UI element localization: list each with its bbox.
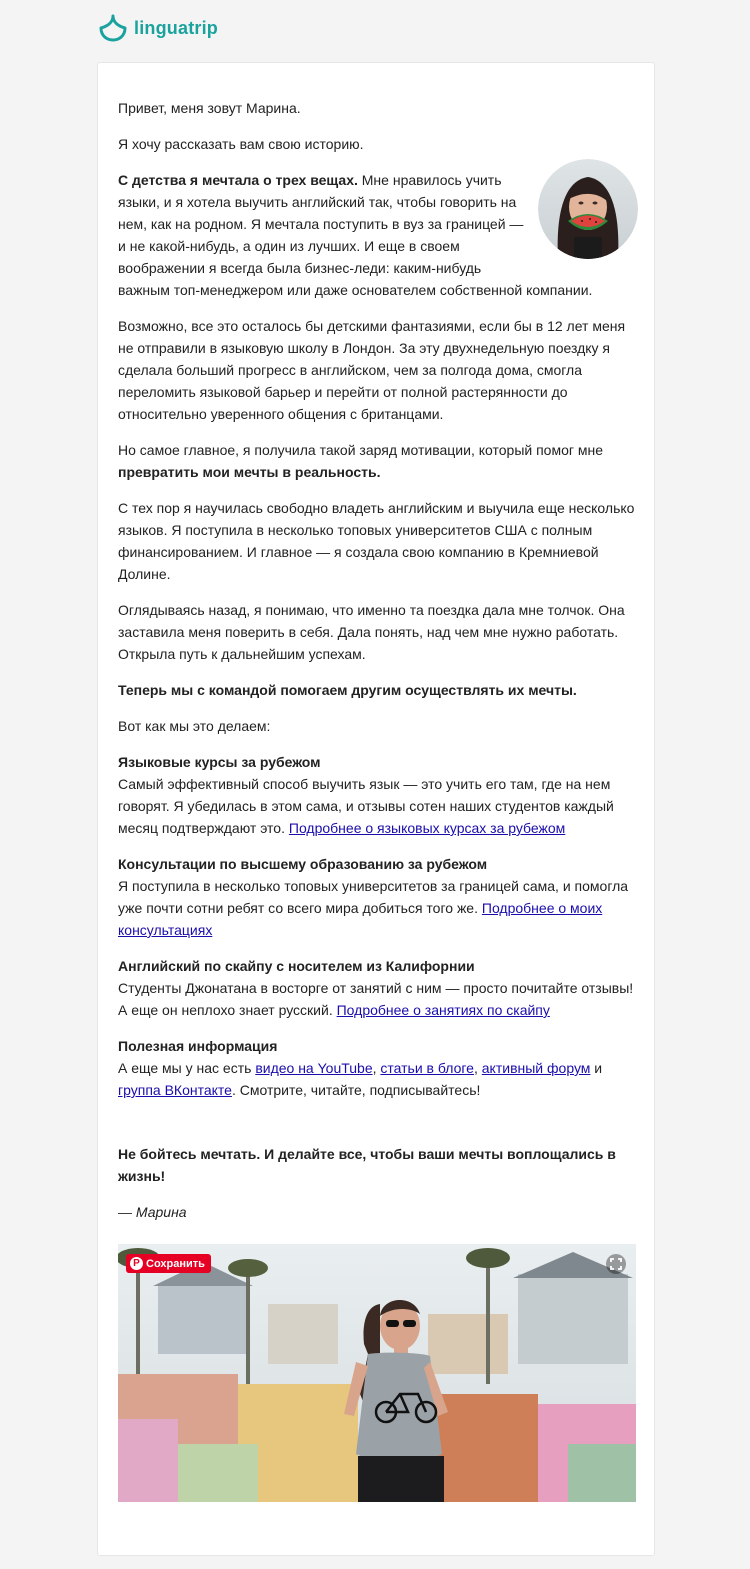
youtube-link[interactable]: видео на YouTube: [255, 1060, 373, 1076]
vk-link[interactable]: группа ВКонтакте: [118, 1082, 232, 1098]
logo[interactable]: [98, 14, 218, 42]
pinterest-icon: P: [130, 1257, 143, 1270]
team-bold: Теперь мы с командой помогаем другим осуществлять их мечты.: [118, 682, 577, 698]
section-useful-info: [118, 1035, 638, 1101]
spacer: [118, 1115, 638, 1143]
language-courses-link[interactable]: Подробнее о языковых курсах за рубежом: [288, 820, 566, 836]
section-title: Языковые курсы за рубежом: [118, 754, 321, 770]
header: [0, 0, 750, 62]
closing-bold: Не бойтесь мечтать. И делайте все, чтобы ваши мечты воплощались в жизнь!: [118, 1146, 616, 1184]
reflection-paragraph: Оглядываясь назад, я понимаю, что именно та поездка дала мне толчок. Она заставила меня поверить в себя. Дала понять, над чем мне нужно работать. Открыла путь к дальнейшим успехам.: [118, 602, 625, 662]
pinterest-save-button[interactable]: [126, 1254, 211, 1273]
forum-link[interactable]: активный форум: [481, 1060, 591, 1076]
beach-houses-photo: [118, 1244, 636, 1502]
section-text: Я поступила в несколько топовых университетов за границей сама, и помогла уже почти сотни ребят со всего мира добиться того же.: [118, 878, 629, 916]
motivation-text: Но самое главное, я получила такой заряд мотивации, который помог мне: [118, 442, 604, 458]
section-skype: [118, 955, 638, 1021]
consulting-link[interactable]: Подробнее о моих консультациях: [118, 900, 603, 938]
useful-text: А еще мы у нас есть: [118, 1060, 256, 1076]
team-paragraph: [118, 679, 638, 701]
intro-line: Я хочу рассказать вам свою историю.: [118, 136, 364, 152]
save-label: Сохранить: [146, 1257, 205, 1270]
brand-name: linguatrip: [134, 17, 218, 38]
section-language-courses: [118, 751, 638, 839]
separator: ,: [372, 1060, 381, 1076]
section-title: Полезная информация: [118, 1038, 278, 1054]
conjunction: и: [590, 1060, 603, 1076]
expand-icon[interactable]: [606, 1254, 626, 1274]
dream-text: Мне нравилось учить языки, и я хотела выучить английский так, чтобы говорить на нем, как на родном. Я мечтала поступить в вуз за границей — и не какой-нибудь, а один из лучших. И еще в своем воображении я всегда была бизнес-леди: каким-нибудь важным топ-менеджером или даже основателем собственной компании.: [118, 172, 593, 298]
section-title: Консультации по высшему образованию за рубежом: [118, 856, 488, 872]
motivation-bold: превратить мои мечты в реальность.: [118, 464, 381, 480]
signature: — Марина: [118, 1204, 187, 1220]
section-title: Английский по скайпу с носителем из Калифорнии: [118, 958, 475, 974]
useful-text-end: . Смотрите, читайте, подписывайтесь!: [231, 1082, 481, 1098]
separator: ,: [473, 1060, 482, 1076]
london-paragraph: Возможно, все это осталось бы детскими фантазиями, если бы в 12 лет меня не отправили в языковую школу в Лондон. За эту двухнедельную поездку я сделала больший прогресс в английском, чем за полгода дома, смогла переломить языковой барьер и перейти от полной растерянности до относительно уверенного общения с британцами.: [118, 318, 626, 422]
skype-link[interactable]: Подробнее о занятиях по скайпу: [336, 1002, 550, 1018]
motivation-paragraph: [118, 439, 638, 483]
greeting: Привет, меня зовут Марина.: [118, 100, 301, 116]
linguatrip-logo-icon: [98, 14, 128, 42]
email-card: [97, 62, 655, 1556]
section-consulting: [118, 853, 638, 941]
section-text: Студенты Джонатана в восторге от занятий с ним — просто почитайте отзывы! А еще он неплохо знает русский.: [118, 980, 634, 1018]
story-photo: [118, 1244, 636, 1502]
dream-lead: С детства я мечтала о трех вещах.: [118, 172, 358, 188]
how-paragraph: Вот как мы это делаем:: [118, 718, 271, 734]
blog-link[interactable]: статьи в блоге: [380, 1060, 474, 1076]
email-body: [118, 97, 638, 1237]
achievements-paragraph: С тех пор я научилась свободно владеть английским и выучила еще несколько языков. Я поступила в несколько топовых университетов США с полным финансированием. И главное — я создала свою компанию в Кремниевой Долине.: [118, 500, 635, 582]
closing-paragraph: [118, 1143, 638, 1187]
author-avatar: [538, 159, 638, 259]
section-text: Самый эффективный способ выучить язык — это учить его там, где на нем говорят. Я убедилась в этом сама, и отзывы сотен наших студентов каждый месяц подтверждают это.: [118, 776, 614, 836]
